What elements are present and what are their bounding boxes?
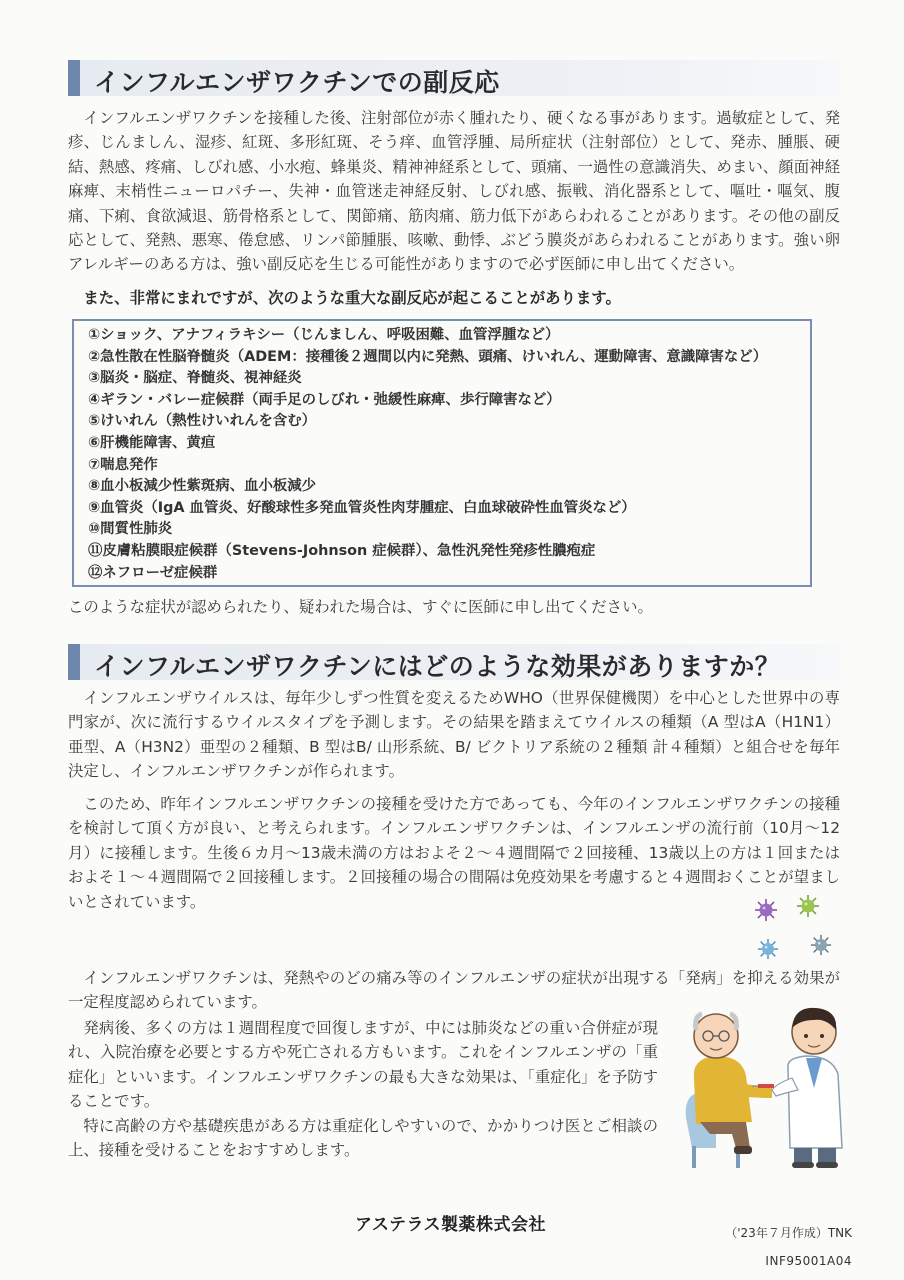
- serious-reaction-item: ⑪皮膚粘膜眼症候群（Stevens-Johnson 症候群）、急性汎発性発疹性膿疱症: [88, 542, 596, 559]
- effects-paragraph-1: インフルエンザウイルスは、毎年少しずつ性質を変えるためWHO（世界保健機関）を中心とした世界中の専門家が、次に流行するウイルスタイプを予測します。その結果を踏まえてウイルスの種類（A 型はA（H1N1）亜型、A（H3N2）亜型の２種類、B 型はB/ 山形系統、B/ ビクトリア系統の２種類 計４種類）と組合せを毎年決定し、インフルエンザワクチンが作られます。: [68, 689, 840, 781]
- effects-paragraph-2: このため、昨年インフルエンザワクチンの接種を受けた方であっても、今年のインフルエンザワクチンの接種を検討して頂く方が良い、と考えられます。インフルエンザワクチンは、インフルエンザの流行前（10月～12月）に接種します。生後６カ月～13歳未満の方はおよそ２～４週間隔で２回接種、13歳以上の方は１回またはおよそ１～４週間隔で２回接種します。２回接種の場合の間隔は免疫効果を考慮すると４週間おくことが望ましいとされています。: [68, 795, 840, 911]
- virus-icon: [754, 898, 778, 922]
- creation-date: （'23年７月作成）TNK: [725, 1226, 852, 1240]
- serious-reactions-intro: また、非常にまれですが、次のような重大な副反応が起こることがあります。: [83, 289, 621, 307]
- serious-reactions-list: [88, 325, 810, 584]
- serious-reaction-item: ②急性散在性脳脊髄炎（ADEM：接種後２週間以内に発熱、頭痛、けいれん、運動障害、意識障害など）: [88, 348, 768, 365]
- heading-accent-bar: [68, 644, 80, 680]
- section-heading-effects: [68, 644, 840, 680]
- serious-reaction-item: ⑥肝機能障害、黄疸: [88, 434, 216, 451]
- virus-icon: [757, 938, 779, 960]
- serious-reaction-item: ⑤けいれん（熱性けいれんを含む）: [88, 413, 317, 430]
- serious-reaction-item: ③脳炎・脳症、脊髄炎、視神経炎: [88, 370, 302, 387]
- company-name: アステラス製薬株式会社: [355, 1215, 546, 1235]
- heading-text: インフルエンザワクチンにはどのような効果がありますか？: [94, 652, 781, 681]
- heading-text: インフルエンザワクチンでの副反応: [94, 68, 500, 97]
- serious-reactions-box: [72, 319, 812, 587]
- effects-paragraph-3: インフルエンザワクチンは、発熱やのどの痛み等のインフルエンザの症状が出現する「発病」を抑える効果が一定程度認められています。: [68, 969, 840, 1012]
- consult-doctor-note: このような症状が認められたり、疑われた場合は、すぐに医師に申し出てください。: [68, 598, 653, 616]
- serious-reaction-item: ⑩間質性肺炎: [88, 521, 173, 538]
- doctor-vaccinating-elderly-illustration: [676, 998, 856, 1170]
- serious-reaction-item: ⑫ネフローゼ症候群: [88, 564, 218, 581]
- effects-paragraph-4: 発病後、多くの方は１週間程度で回復しますが、中には肺炎などの重い合併症が現れ、入院治療を必要とする方や死亡される方もいます。これをインフルエンザの「重症化」といいます。インフルエンザワクチンの最も大きな効果は、「重症化」を予防することです。: [68, 1019, 658, 1111]
- serious-reaction-item: ⑨血管炎（IgA 血管炎、好酸球性多発血管炎性肉芽腫症、白血球破砕性血管炎など）: [88, 499, 636, 516]
- virus-icon: [796, 894, 820, 918]
- section-heading-side-effects: [68, 60, 840, 96]
- effects-paragraph-5: 特に高齢の方や基礎疾患がある方は重症化しやすいので、かかりつけ医とご相談の上、接種を受けることをおすすめします。: [68, 1117, 658, 1160]
- heading-accent-bar: [68, 60, 80, 96]
- serious-reaction-item: ⑧血小板減少性紫斑病、血小板減少: [88, 478, 317, 495]
- document-code: INF95001A04: [765, 1254, 852, 1268]
- virus-icon: [810, 934, 832, 956]
- serious-reaction-item: ①ショック、アナフィラキシー（じんましん、呼吸困難、血管浮腫など）: [88, 327, 560, 343]
- serious-reaction-item: ⑦喘息発作: [88, 456, 158, 473]
- side-effects-paragraph: インフルエンザワクチンを接種した後、注射部位が赤く腫れたり、硬くなる事があります。過敏症として、発疹、じんましん、湿疹、紅斑、多形紅斑、そう痒、血管浮腫、局所症状（注射部位）として、発赤、腫脹、硬結、熱感、疼痛、しびれ感、小水疱、蜂巣炎、精神神経系として、頭痛、一過性の意識消失、めまい、顔面神経麻痺、末梢性ニューロパチー、失神・血管迷走神経反射、しびれ感、振戦、消化器系として、嘔吐・嘔気、腹痛、下痢、食欲減退、筋骨格系として、関節痛、筋肉痛、筋力低下があらわれることがあります。その他の副反応として、発熱、悪寒、倦怠感、リンパ節腫脹、咳嗽、動悸、ぶどう膜炎があらわれることがあります。強い卵アレルギーのある方は、強い副反応を生じる可能性がありますので必ず医師に申し出てください。: [68, 109, 840, 274]
- serious-reaction-item: ④ギラン・バレー症候群（両手足のしびれ・弛緩性麻痺、歩行障害など）: [88, 391, 561, 408]
